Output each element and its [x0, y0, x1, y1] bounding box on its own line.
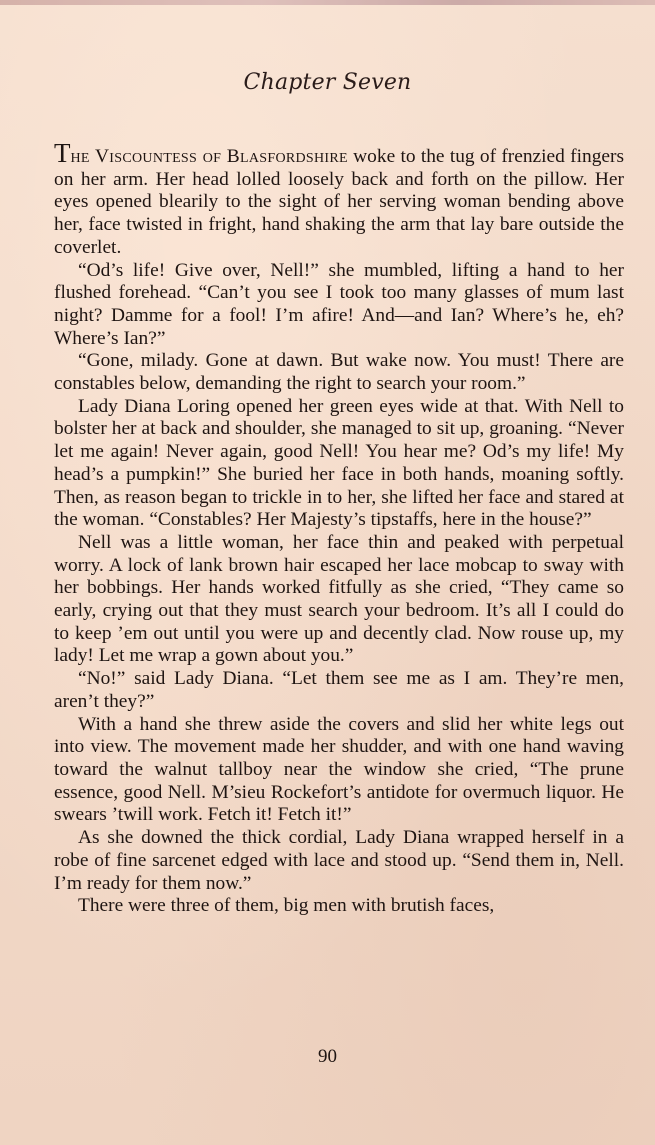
paragraph: Lady Diana Loring opened her green eyes wide at that. With Nell to bolster her at back and shoulder, she managed to sit up, groaning. “Never let me again! Never again, good Nell! You hear me? Od’s my life! My head’s a pumpkin!” She buried her face in both hands, moaning softly. Then, as reason began to trickle in to her, she lifted her face and stared at the woman. “Constables? Her Majesty’s tipstaffs, here in the house?”	[54, 395, 624, 531]
chapter-body	[54, 138, 624, 918]
paragraph: With a hand she threw aside the covers and slid her white legs out into view. The movement made her shudder, and with one hand waving toward the walnut tallboy near the window she cried, “The prune essence, good Nell. M’sieu Rockefort’s antidote for overmuch liquor. He swears ’twill work. Fetch it! Fetch it!”	[54, 713, 624, 826]
opening-small-caps: he Viscountess of Blasfordshire	[70, 146, 348, 167]
paragraph: “No!” said Lady Diana. “Let them see me as I am. They’re men, aren’t they?”	[54, 668, 624, 712]
paragraph: There were three of them, big men with brutish faces,	[78, 895, 495, 917]
paragraph: “Gone, milady. Gone at dawn. But wake now. You must! There are constables below, demanding the right to search your room.”	[54, 350, 624, 395]
page-number: 90	[318, 1046, 337, 1067]
opening-text: woke to the tug of frenzied fingers on her arm. Her head lolled loosely back and forth on the pillow. Her eyes opened blearily to the sight of her serving woman bending above her, face twisted in fright, hand shaking the arm that lay bare outside the coverlet.	[54, 146, 624, 258]
paragraph: “Od’s life! Give over, Nell!” she mumbled, lifting a hand to her flushed forehead. “Can’t you see I took too many glasses of mum last night? Damme for a fool! I’m afire! And—and Ian? Where’s he, eh? Where’s Ian?”	[54, 259, 624, 349]
paragraph: Nell was a little woman, her face thin and peaked with perpetual worry. A lock of lank brown hair escaped her lace mobcap to sway with her bobbings. Her hands worked fitfully as she cried, “They came so early, crying out that they must search your bedroom. It’s all I could do to keep ’em out until you were up and decently clad. Now rouse up, my lady! Let me wrap a gown about you.”	[54, 531, 624, 667]
paragraph: As she downed the thick cordial, Lady Diana wrapped herself in a robe of fine sarcenet edged with lace and stood up. “Send them in, Nell. I’m ready for them now.”	[54, 827, 624, 894]
page-top-edge	[0, 0, 655, 5]
drop-cap: T	[54, 138, 71, 168]
chapter-title: Chapter Seven	[243, 70, 412, 95]
paragraph-opening	[54, 138, 624, 260]
